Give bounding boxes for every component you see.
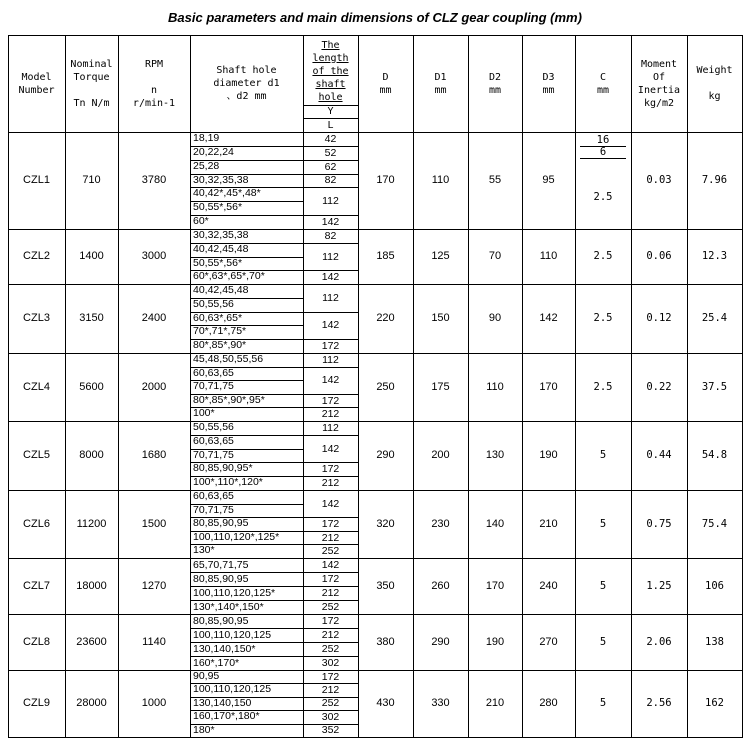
cell-d1: 260 bbox=[431, 579, 450, 592]
shaft-diameter-line: 50,55*,56* bbox=[193, 256, 243, 269]
cell-d3: 142 bbox=[539, 312, 558, 324]
shaft-length-cell: 82 bbox=[324, 174, 337, 187]
shaft-diameter-line: 90,95 bbox=[193, 670, 220, 682]
cell-d2: 190 bbox=[485, 635, 505, 648]
cell-rpm: 2400 bbox=[141, 312, 167, 324]
shaft-diameter-line: 130* bbox=[193, 544, 215, 557]
cell-moment: 0.12 bbox=[646, 312, 672, 324]
shaft-diameter-line: 70,71,75 bbox=[193, 448, 234, 461]
cell-moment: 2.06 bbox=[646, 635, 672, 648]
shaft-length-cell: 172 bbox=[321, 340, 340, 353]
shaft-diameter-line: 40,42,45,48 bbox=[193, 242, 249, 255]
cell-d1: 230 bbox=[431, 517, 450, 530]
header-shaft-diameter: Shaft hole diameter d1 、d2 mm bbox=[213, 65, 280, 102]
header-c: C mm bbox=[596, 71, 610, 96]
cell-d: 220 bbox=[376, 312, 395, 324]
table-title: Basic parameters and main dimensions of CLZ gear coupling (mm) bbox=[168, 10, 582, 25]
header-rpm: RPM n r/min-1 bbox=[132, 58, 176, 109]
cell-weight: 75.4 bbox=[701, 517, 728, 530]
cell-torque: 710 bbox=[82, 174, 101, 186]
cell-d1: 200 bbox=[431, 449, 450, 461]
shaft-diameter-line: 100* bbox=[193, 407, 215, 420]
shaft-length-cell: 142 bbox=[321, 497, 340, 510]
cell-c-extra: 16 bbox=[596, 134, 610, 146]
cell-d2: 110 bbox=[486, 380, 504, 393]
cell-d: 350 bbox=[376, 579, 395, 592]
header-d2: D2 mm bbox=[488, 71, 502, 96]
cell-rpm: 3000 bbox=[141, 250, 167, 262]
shaft-diameter-line: 60*,63*,65*,70* bbox=[193, 270, 265, 283]
shaft-length-cell: 82 bbox=[324, 229, 337, 242]
cell-rpm: 1000 bbox=[141, 697, 167, 709]
cell-rpm: 3780 bbox=[141, 174, 167, 186]
cell-model: CZL2 bbox=[23, 250, 50, 262]
shaft-diameter-line: 100,110,120,125* bbox=[193, 587, 276, 599]
shaft-diameter-line: 60,63,65 bbox=[193, 434, 234, 447]
cell-moment: 0.06 bbox=[646, 250, 672, 262]
cell-weight: 25.4 bbox=[701, 312, 728, 324]
shaft-diameter-line: 80,85,90,95 bbox=[193, 573, 249, 585]
cell-torque: 8000 bbox=[79, 449, 104, 461]
shaft-length-cell: 112 bbox=[322, 250, 339, 263]
shaft-diameter-line: 40,42*,45*,48* bbox=[193, 187, 261, 200]
shaft-diameter-line: 70,71,75 bbox=[193, 503, 234, 516]
shaft-diameter-line: 100,110,120,125 bbox=[193, 629, 272, 641]
shaft-diameter-line: 50,55,56 bbox=[193, 297, 234, 310]
cell-weight: 37.5 bbox=[701, 380, 728, 393]
shaft-length-cell: 212 bbox=[321, 408, 340, 421]
shaft-length-cell: 42 bbox=[324, 132, 337, 145]
cell-c: 5 bbox=[599, 579, 607, 592]
cell-d: 320 bbox=[376, 517, 395, 530]
shaft-diameter-line: 30,32,35,38 bbox=[193, 173, 249, 186]
shaft-length-cell: 302 bbox=[321, 657, 340, 669]
shaft-diameter-line: 130,140,150* bbox=[193, 643, 256, 655]
shaft-length-cell: 142 bbox=[321, 442, 340, 455]
cell-d3: 210 bbox=[539, 517, 558, 530]
header-length-y: Y bbox=[327, 106, 334, 117]
cell-d1: 290 bbox=[431, 635, 450, 648]
shaft-length-cell: 142 bbox=[321, 374, 340, 387]
header-torque: Nominal Torque Tn N/m bbox=[70, 58, 113, 109]
cell-d2: 70 bbox=[488, 250, 502, 262]
shaft-diameter-line: 180* bbox=[193, 723, 215, 736]
cell-d: 250 bbox=[376, 380, 395, 393]
cell-model: CZL3 bbox=[23, 312, 50, 324]
cell-d3: 270 bbox=[539, 635, 558, 648]
shaft-diameter-line: 130*,140*,150* bbox=[193, 601, 264, 613]
cell-d: 170 bbox=[376, 174, 395, 186]
cell-moment: 1.25 bbox=[646, 579, 672, 592]
shaft-length-cell: 252 bbox=[321, 545, 340, 558]
shaft-diameter-line: 60,63*,65* bbox=[193, 311, 243, 324]
cell-d2: 210 bbox=[485, 697, 505, 709]
shaft-length-cell: 172 bbox=[321, 615, 340, 627]
shaft-diameter-line: 30,32,35,38 bbox=[193, 229, 249, 241]
cell-d1: 110 bbox=[431, 174, 450, 186]
shaft-length-cell: 172 bbox=[321, 394, 340, 407]
cell-model: CZL7 bbox=[23, 579, 50, 592]
cell-torque: 3150 bbox=[79, 312, 104, 324]
cell-torque: 1400 bbox=[79, 250, 104, 262]
header-d: D mm bbox=[379, 71, 392, 96]
cell-model: CZL6 bbox=[23, 517, 50, 530]
shaft-diameter-line: 60* bbox=[193, 215, 209, 228]
shaft-diameter-line: 80,85,90,95* bbox=[193, 462, 253, 475]
shaft-length-cell: 62 bbox=[324, 160, 337, 173]
cell-torque: 28000 bbox=[76, 697, 107, 709]
shaft-length-cell: 252 bbox=[321, 601, 340, 613]
cell-weight: 106 bbox=[705, 579, 724, 592]
cell-d3: 95 bbox=[542, 174, 555, 186]
shaft-length-cell: 172 bbox=[321, 573, 340, 585]
shaft-diameter-line: 60,63,65 bbox=[193, 490, 234, 502]
cell-d2: 55 bbox=[488, 174, 502, 186]
cell-moment: 0.03 bbox=[646, 174, 672, 186]
cell-weight: 12.3 bbox=[701, 250, 728, 262]
shaft-diameter-line: 130,140,150 bbox=[193, 696, 252, 709]
cell-c: 2.5 bbox=[593, 250, 613, 262]
shaft-diameter-line: 100*,110*,120* bbox=[193, 476, 263, 489]
shaft-length-cell: 172 bbox=[321, 670, 340, 683]
shaft-length-cell: 142 bbox=[321, 559, 340, 571]
cell-d3: 280 bbox=[539, 697, 558, 709]
cell-moment: 0.22 bbox=[646, 380, 672, 393]
cell-weight: 162 bbox=[705, 697, 724, 709]
shaft-length-cell: 52 bbox=[324, 146, 337, 159]
cell-d2: 140 bbox=[485, 517, 505, 530]
cell-d: 290 bbox=[376, 449, 395, 461]
cell-torque: 5600 bbox=[79, 380, 104, 393]
shaft-length-cell: 172 bbox=[321, 463, 340, 476]
cell-d: 380 bbox=[376, 635, 395, 648]
cell-model: CZL1 bbox=[23, 174, 50, 186]
shaft-length-cell: 142 bbox=[321, 216, 340, 229]
header-weight: Weight kg bbox=[696, 65, 733, 102]
cell-d1: 175 bbox=[431, 380, 450, 393]
cell-c: 5 bbox=[599, 449, 607, 461]
shaft-length-cell: 212 bbox=[321, 587, 340, 599]
header-model: Model Number bbox=[18, 71, 55, 96]
shaft-diameter-line: 100,110,120*,125* bbox=[193, 530, 280, 543]
shaft-length-cell: 302 bbox=[321, 710, 340, 723]
cell-model: CZL8 bbox=[23, 635, 50, 648]
shaft-diameter-line: 20,22,24 bbox=[193, 145, 234, 158]
shaft-diameter-line: 160,170*,180* bbox=[193, 710, 260, 723]
cell-d3: 190 bbox=[539, 449, 558, 461]
cell-c: 2.5 bbox=[593, 190, 613, 203]
shaft-diameter-line: 50,55*,56* bbox=[193, 201, 243, 214]
shaft-diameter-line: 65,70,71,75 bbox=[193, 559, 249, 571]
cell-torque: 11200 bbox=[76, 517, 107, 530]
shaft-length-cell: 212 bbox=[321, 684, 340, 697]
shaft-diameter-line: 40,42,45,48 bbox=[193, 284, 249, 296]
shaft-diameter-line: 160*,170* bbox=[193, 657, 240, 669]
shaft-diameter-line: 25,28 bbox=[193, 159, 220, 172]
cell-d1: 150 bbox=[431, 312, 450, 324]
shaft-length-cell: 352 bbox=[321, 724, 340, 737]
shaft-diameter-line: 70,71,75 bbox=[193, 380, 234, 393]
cell-c: 2.5 bbox=[593, 312, 613, 324]
shaft-diameter-line: 80*,85*,90* bbox=[193, 339, 247, 352]
shaft-diameter-line: 18,19 bbox=[193, 132, 220, 144]
header-d3: D3 mm bbox=[542, 71, 555, 96]
cell-model: CZL5 bbox=[23, 449, 50, 461]
cell-torque: 23600 bbox=[76, 635, 107, 648]
cell-torque: 18000 bbox=[76, 579, 107, 592]
shaft-diameter-line: 60,63,65 bbox=[193, 366, 234, 379]
shaft-length-cell: 212 bbox=[321, 531, 340, 544]
shaft-length-cell: 112 bbox=[322, 421, 339, 434]
shaft-length-cell: 172 bbox=[321, 517, 340, 530]
cell-c: 5 bbox=[599, 517, 607, 530]
cell-rpm: 1270 bbox=[141, 579, 167, 592]
cell-moment: 2.56 bbox=[646, 697, 672, 709]
cell-rpm: 2000 bbox=[141, 380, 167, 393]
cell-weight: 138 bbox=[705, 635, 724, 648]
cell-d1: 125 bbox=[431, 250, 450, 262]
shaft-length-cell: 252 bbox=[321, 697, 340, 710]
cell-d3: 170 bbox=[539, 380, 558, 393]
header-length-l: L bbox=[327, 119, 334, 131]
cell-c-extra: 6 bbox=[599, 146, 607, 158]
cell-c: 2.5 bbox=[593, 380, 613, 393]
cell-rpm: 1500 bbox=[141, 517, 167, 530]
cell-moment: 0.75 bbox=[646, 517, 672, 530]
cell-d3: 240 bbox=[539, 579, 558, 592]
shaft-diameter-line: 80,85,90,95 bbox=[193, 615, 249, 627]
cell-moment: 0.44 bbox=[646, 449, 672, 461]
shaft-diameter-line: 80,85,90,95 bbox=[193, 517, 249, 530]
shaft-diameter-line: 80*,85*,90*,95* bbox=[193, 393, 265, 406]
shaft-diameter-line: 100,110,120,125 bbox=[193, 683, 272, 696]
shaft-length-cell: 112 bbox=[322, 195, 339, 208]
header-moment-of-inertia: Moment Of Inertia kg/m2 bbox=[637, 58, 681, 109]
cell-weight: 54.8 bbox=[701, 449, 728, 461]
cell-rpm: 1680 bbox=[141, 449, 167, 461]
cell-d2: 90 bbox=[488, 312, 502, 324]
shaft-length-cell: 212 bbox=[321, 477, 340, 490]
cell-d2: 170 bbox=[485, 579, 505, 592]
shaft-diameter-line: 45,48,50,55,56 bbox=[193, 353, 264, 365]
cell-c: 5 bbox=[599, 697, 607, 709]
cell-d2: 130 bbox=[485, 449, 505, 461]
shaft-diameter-line: 50,55,56 bbox=[193, 421, 234, 433]
header-d1: D1 mm bbox=[434, 71, 447, 96]
cell-c: 5 bbox=[599, 635, 607, 648]
shaft-diameter-line: 70*,71*,75* bbox=[193, 325, 247, 338]
cell-model: CZL9 bbox=[23, 697, 50, 709]
cell-d3: 110 bbox=[539, 250, 558, 262]
cell-d: 185 bbox=[376, 250, 395, 262]
shaft-length-cell: 212 bbox=[321, 629, 340, 641]
shaft-length-cell: 112 bbox=[322, 291, 339, 304]
shaft-length-cell: 112 bbox=[322, 353, 339, 366]
shaft-length-cell: 142 bbox=[321, 319, 340, 332]
cell-d1: 330 bbox=[431, 697, 450, 709]
cell-model: CZL4 bbox=[23, 380, 50, 393]
cell-d: 430 bbox=[376, 697, 395, 709]
cell-weight: 7.96 bbox=[701, 174, 728, 186]
shaft-length-cell: 252 bbox=[321, 643, 340, 655]
header-shaft-length: The length of the shaft hole bbox=[312, 39, 349, 103]
shaft-length-cell: 142 bbox=[321, 271, 340, 284]
cell-rpm: 1140 bbox=[142, 635, 166, 648]
